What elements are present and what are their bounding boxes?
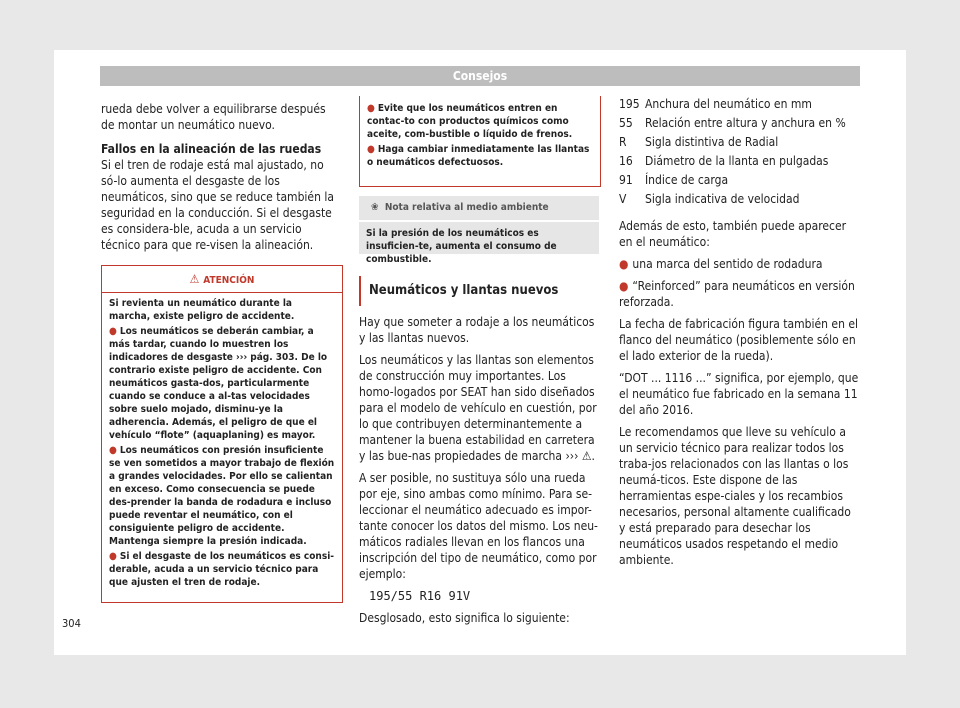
warning-bullet: ● Evite que los neumáticos entren en contac-to con productos químicos como aceite, com-bustible o líquido de frenos. (367, 103, 573, 140)
bullet-icon: ● (619, 257, 629, 271)
paragraph: Si el tren de rodaje está mal ajustado, no só-lo aumenta el desgaste de los neumáticos, sino que se reduce también la seguridad en la conducción. Si el desgaste es considera-ble, acuda a un servicio técnico para que re-visen la alineación. (101, 158, 334, 252)
table-row: R Sigla distintiva de Radial (619, 135, 779, 149)
warning-bullet: ● Si el desgaste de los neumáticos es consi-derable, acuda a un servicio técnico para que ajusten el tren de rodaje. (109, 551, 335, 588)
paragraph: Hay que someter a rodaje a los neumáticos y las llantas nuevos. (359, 315, 595, 345)
tire-code: 195/55 R16 91V (369, 589, 471, 603)
column-2-body (359, 314, 599, 632)
table-row: 195 Anchura del neumático en mm (619, 97, 812, 111)
table-row: V Sigla indicativa de velocidad (619, 192, 800, 206)
paragraph: “DOT ... 1116 ...” significa, por ejemplo, que el neumático fue fabricado en la semana 11 del año 2016. (619, 371, 859, 417)
warning-body (102, 293, 342, 595)
environment-note (359, 196, 599, 265)
column-1 (101, 101, 341, 261)
warning-box-continued (359, 96, 601, 187)
paragraph: Los neumáticos y las llantas son elementos de construcción muy importantes. Los homo-logados por SEAT han sido diseñados para el modelo de vehículo en cuestión, por lo que contribuyen determinantemente a mantener la buena estabilidad en carretera y las bue-nas propiedades de marcha ››› ⚠. (359, 353, 597, 463)
paragraph: La fecha de fabricación figura también en el flanco del neumático (posiblemente sólo en el lado exterior de la rueda). (619, 317, 858, 363)
leaf-icon: ❀ (371, 202, 379, 213)
page-number: 304 (62, 617, 81, 630)
warning-bullet: ● Los neumáticos se deberán cambiar, a más tardar, cuando lo muestren los indicadores de desgaste ››› pág. 303. De lo contrario existe peligro de accidente. Con neumáticos gasta-dos, particularmente cuando se conduce a al-tas velocidades sobre suelo mojado, disminu-ye la adherencia. Además, el peligro de que el vehículo “flote” (aquaplaning) es mayor. (109, 326, 328, 441)
bullet-icon: ● (109, 326, 117, 337)
paragraph: Desglosado, esto significa lo siguiente: (359, 611, 570, 625)
warning-intro: Si revienta un neumático durante la marcha, existe peligro de accidente. (109, 298, 295, 322)
page-header: Consejos (100, 66, 860, 86)
warning-icon: ⚠ (189, 272, 200, 286)
warning-box (101, 265, 343, 603)
column-3 (619, 96, 859, 574)
list-item: ● una marca del sentido de rodadura (619, 257, 823, 271)
bullet-icon: ● (109, 445, 117, 456)
warning-title: ⚠ ATENCIÓN (102, 266, 342, 293)
section-title: Neumáticos y llantas nuevos (359, 276, 609, 306)
subheading: Fallos en la alineación de las ruedas (101, 142, 322, 156)
bullet-icon: ● (619, 279, 629, 293)
environment-note-title: ❀ Nota relativa al medio ambiente (359, 196, 599, 222)
table-row: 91 Índice de carga (619, 173, 729, 187)
paragraph: A ser posible, no sustituya sólo una rueda por eje, sino ambas como mínimo. Para se-leccionar el neumático adecuado es impor-tante conocer los datos del mismo. Los neu-máticos radiales llevan en los flancos una inscripción del tipo de neumático, como por ejemplo: (359, 471, 598, 581)
bullet-icon: ● (367, 103, 375, 114)
bullet-icon: ● (109, 551, 117, 562)
paragraph: rueda debe volver a equilibrarse después de montar un neumático nuevo. (101, 102, 326, 132)
tire-code-table (619, 96, 859, 210)
warning-bullet: ● Los neumáticos con presión insuficiente se ven sometidos a mayor trabajo de flexión a grandes velocidades. Por ello se calientan en exceso. Como consecuencia se puede des-prender la banda de rodadura e incluso puede reventar el neumático, con el consiguiente peligro de accidente. Mantenga siempre la presión indicada. (109, 445, 335, 547)
paragraph: Además de esto, también puede aparecer en el neumático: (619, 219, 847, 249)
environment-note-body: Si la presión de los neumáticos es insuficien-te, aumenta el consumo de combustible. (366, 228, 557, 265)
bullet-icon: ● (367, 144, 375, 155)
paragraph: Le recomendamos que lleve su vehículo a un servicio técnico para realizar todos los traba-jos relacionados con las llantas o los neumá-ticos. Este dispone de las herramientas espe-ciales y los recambios necesarios, personal altamente cualificado y está preparado para desechar los neumáticos usados respetando el medio ambiente. (619, 425, 851, 567)
warning-body (360, 96, 600, 177)
table-row: 55 Relación entre altura y anchura en % (619, 116, 846, 130)
warning-bullet: ● Haga cambiar inmediatamente las llantas o neumáticos defectuosos. (367, 144, 590, 168)
list-item: ● “Reinforced” para neumáticos en versión reforzada. (619, 279, 855, 309)
table-row: 16 Diámetro de la llanta en pulgadas (619, 154, 829, 168)
